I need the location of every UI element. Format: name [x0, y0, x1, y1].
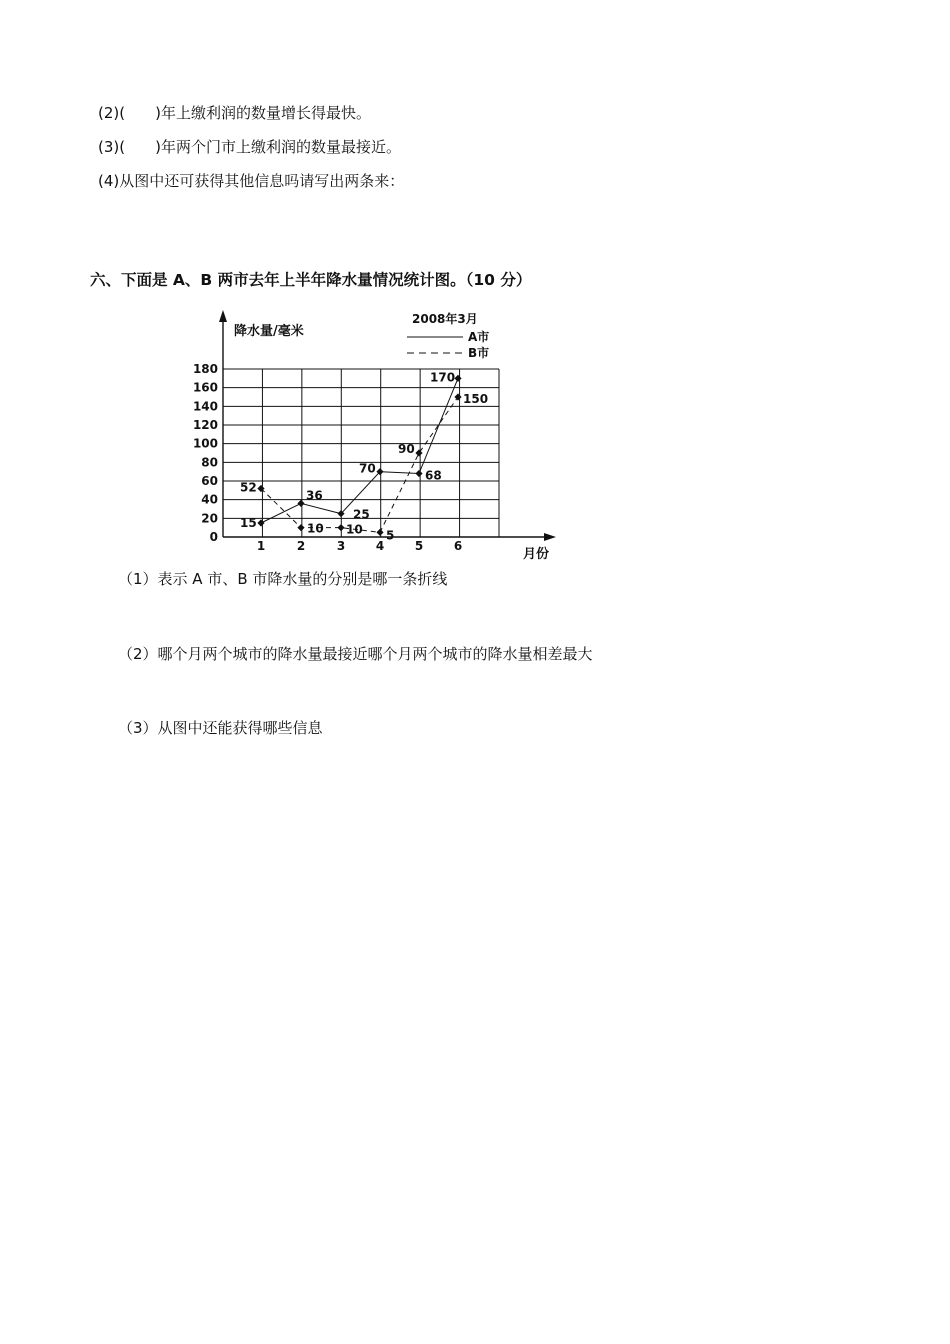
y-tick-label: 140 — [192, 399, 218, 414]
data-label-b: 10 — [307, 521, 324, 536]
data-label-a: 36 — [306, 488, 323, 503]
question-6-2: （2）哪个月两个城市的降水量最接近哪个月两个城市的降水量相差最大 — [118, 645, 593, 663]
legend-title: 2008年3月 — [412, 312, 478, 326]
data-label-a: 15 — [240, 516, 257, 530]
data-label-a: 170 — [430, 370, 456, 385]
question-6-3: （3）从图中还能获得哪些信息 — [118, 719, 323, 737]
data-label-a: 68 — [425, 468, 442, 483]
x-tick-label: 3 — [336, 539, 346, 553]
y-tick-label: 40 — [201, 492, 218, 507]
x-tick-label: 5 — [414, 539, 424, 553]
point-a — [415, 470, 422, 477]
y-tick-label: 80 — [201, 455, 218, 470]
legend-label-a: A市 — [468, 330, 490, 344]
data-label-a: 25 — [353, 507, 370, 522]
y-axis-label: 降水量/毫米 — [234, 324, 304, 339]
data-label-b: 5 — [386, 528, 395, 543]
data-label-b: 90 — [398, 442, 415, 456]
y-tick-label: 180 — [192, 362, 218, 376]
question-5-3: (3)( )年两个门市上缴利润的数量最接近。 — [98, 138, 401, 156]
y-tick-label: 120 — [192, 418, 218, 432]
y-tick-label: 60 — [201, 474, 218, 488]
y-tick-label: 0 — [209, 530, 218, 544]
point-b — [415, 449, 422, 456]
data-label-b: 150 — [463, 392, 489, 406]
data-label-b: 10 — [346, 522, 363, 537]
x-tick-label: 4 — [375, 539, 385, 553]
point-b — [337, 524, 344, 531]
x-tick-label: 6 — [453, 539, 463, 553]
y-tick-label: 160 — [192, 380, 218, 395]
x-tick-label: 2 — [296, 539, 306, 553]
x-axis-label: 月份 — [523, 547, 550, 562]
point-b — [376, 529, 383, 536]
point-a — [257, 519, 264, 526]
y-axis-arrow — [219, 310, 227, 322]
data-label-a: 70 — [359, 461, 376, 476]
question-5-2: (2)( )年上缴利润的数量增长得最快。 — [98, 104, 371, 122]
series-line-a — [261, 378, 458, 523]
precipitation-line-chart — [190, 300, 570, 570]
y-tick-label: 100 — [192, 436, 218, 451]
section-6-title: 六、下面是 A、B 两市去年上半年降水量情况统计图。（10 分） — [90, 271, 532, 289]
point-b — [297, 524, 304, 531]
y-tick-label: 20 — [201, 511, 218, 526]
point-b — [454, 393, 461, 400]
point-a — [297, 500, 304, 507]
data-label-b: 52 — [240, 480, 257, 495]
question-5-4: (4)从图中还可获得其他信息吗请写出两条来： — [98, 172, 405, 190]
x-axis-arrow — [544, 533, 556, 541]
point-a — [454, 375, 461, 382]
x-tick-label: 1 — [256, 539, 266, 553]
legend-label-b: B市 — [468, 346, 490, 360]
question-6-1: （1）表示 A 市、B 市降水量的分别是哪一条折线 — [118, 570, 448, 588]
